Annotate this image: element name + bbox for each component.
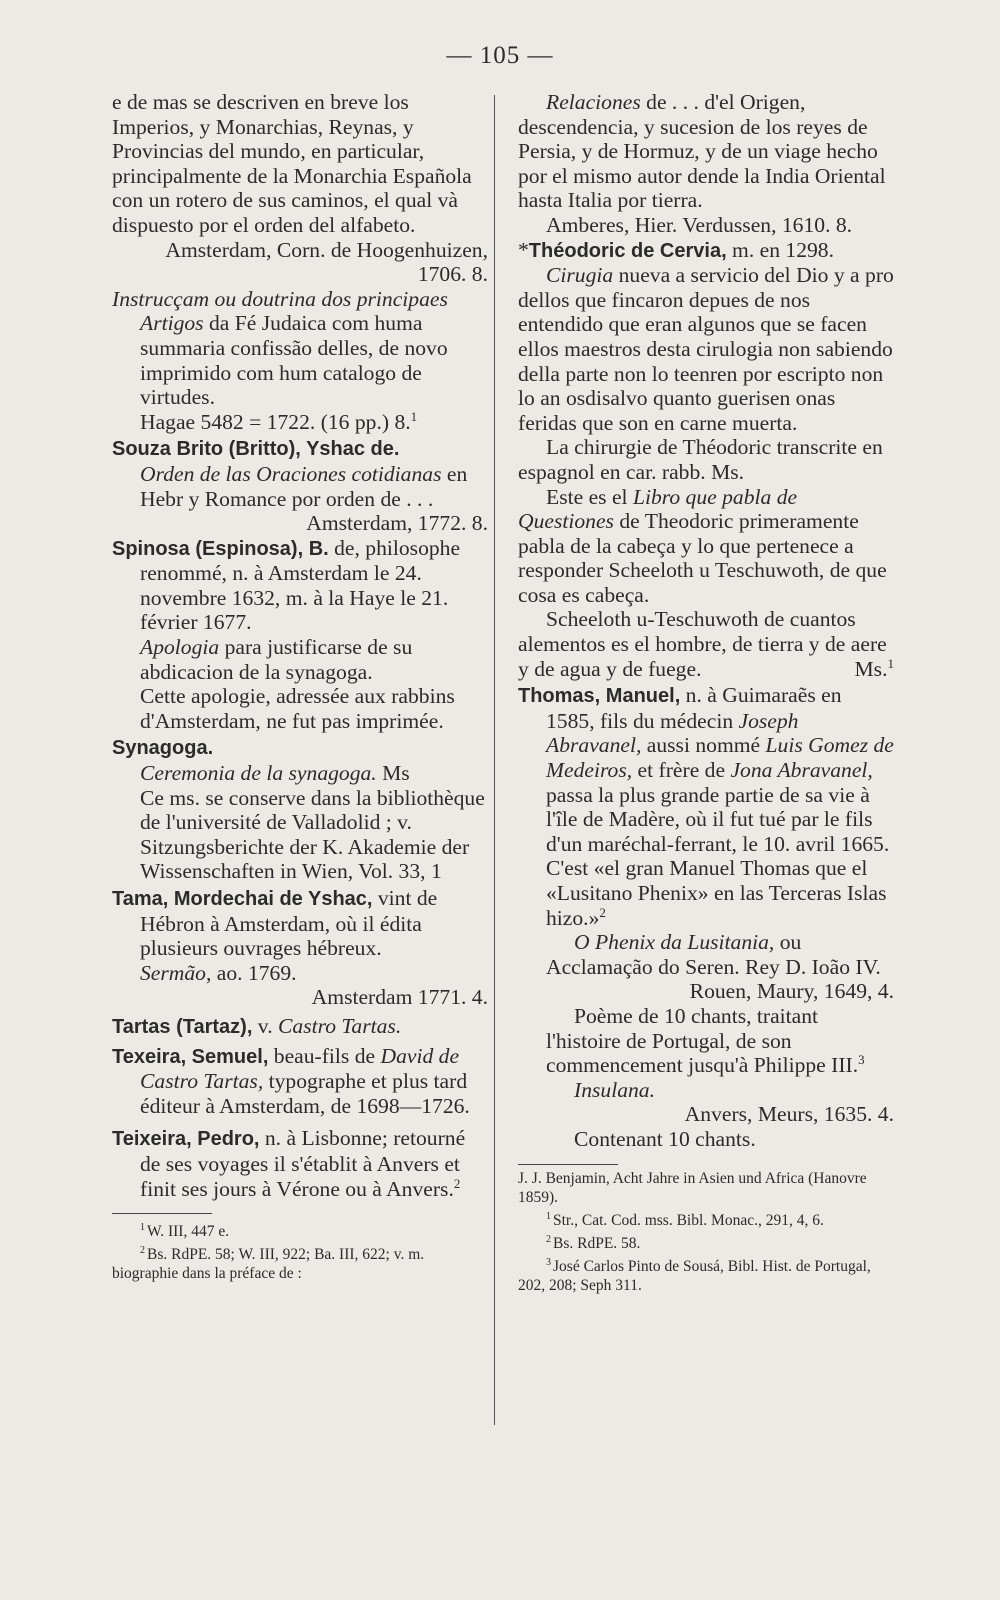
- entry-description: beau-fils de: [268, 1043, 381, 1068]
- entry: [112, 536, 488, 635]
- footnote: J. J. Benjamin, Acht Jahre in Asien und Africa (Hanovre 1859).: [518, 1169, 867, 1206]
- entry-description: n. à Guimaraẽs en 1585, fils du médecin: [546, 683, 842, 733]
- entry-description: Scheeloth u-Teschuwoth de cuantos alementos es el hombre, de tierra y de aere y de agua y de fuege.: [518, 607, 887, 681]
- footnote-number: 1: [546, 1210, 551, 1222]
- entry-text: [112, 761, 488, 786]
- entry-text: [112, 287, 488, 410]
- entry-note: Contenant 10 chants.: [574, 1126, 756, 1151]
- entry-description: Este es el: [546, 484, 633, 509]
- entry-description: e de mas se descriven en breve los Imperios, y Monarchias, Reynas, y Provincias del mundo, en particular, principalmente de la Monarchia Española con un rotero de sus caminos, el qual và dispuesto por el orden del alfabeto.: [112, 90, 472, 237]
- entry-headword: Spinosa (Espinosa), B.: [112, 537, 329, 560]
- entry: [518, 238, 894, 264]
- entry-description: typographe et plus tard éditeur à Amsterdam, de 1698—1726.: [140, 1069, 470, 1118]
- entry-headword: Théodoric de Cervia,: [528, 239, 727, 262]
- footnote-ref: 1: [410, 408, 418, 424]
- entry-text: [518, 263, 894, 435]
- book-title: Ceremonia de la synagoga.: [140, 761, 377, 786]
- entry-note: [518, 1004, 894, 1078]
- footnote: [112, 1241, 488, 1283]
- entry-headword: Thomas, Manuel,: [518, 685, 681, 708]
- entry: [112, 1044, 488, 1119]
- person-name: David de Castro Tartas,: [140, 1043, 460, 1094]
- entry: [518, 683, 894, 930]
- entry: [112, 1014, 488, 1040]
- entry-headword: Texeira, Semuel,: [112, 1045, 269, 1068]
- footnote-rule: [112, 1213, 212, 1214]
- entry: [112, 436, 488, 511]
- entry-description: en Hebr y Romance por orden de . . .: [140, 461, 468, 511]
- book-title: Libro que pabla de Questiones: [518, 484, 798, 534]
- footnote-text: W. III, 447 e.: [147, 1223, 230, 1241]
- entry-text: [112, 635, 488, 684]
- footnote: [518, 1230, 894, 1253]
- entry: [112, 1126, 488, 1201]
- footnote-text: Str., Cat. Cod. mss. Bibl. Monac., 291, 4, 6.: [553, 1211, 824, 1229]
- entry-description: nueva a servicio del Dio y a pro dellos que fincaron depues de nos entendido que eran algunos que se facen ellos maestros desta cirulogia non sabiendo della parte non lo teenren por escripto non lo an osdisalvo quanto guerisen onas feridas que son en carne muerta.: [518, 263, 894, 435]
- entry-text: [518, 90, 894, 213]
- footnote-ref: 1: [887, 655, 894, 671]
- left-column: [112, 90, 488, 1283]
- footnote: [518, 1253, 894, 1295]
- entry-text: [112, 90, 488, 238]
- footnote-number: 3: [546, 1256, 551, 1268]
- entry-description: passa la plus grande partie de sa vie à l'île de Madère, où il fut tué par le fils d'un maréchal-ferrant, le 10. avril 1665. C'est «el gran Manuel Thomas que el «Lusitano Phenix» en las Terceras Islas hizo.»: [546, 782, 890, 930]
- imprint-text: Hagae 5482 = 1722. (16 pp.) 8.: [140, 409, 411, 434]
- footnote-number: 2: [140, 1245, 145, 1257]
- book-title: Relaciones: [546, 90, 641, 114]
- entry-text: [112, 961, 488, 986]
- person-name: Jona Abravanel,: [730, 758, 873, 783]
- entry-description: ou Acclamação do Seren. Rey D. Ioão IV.: [546, 930, 881, 979]
- entry-note: [518, 607, 894, 681]
- entry-note: Cette apologie, adressée aux rabbins d'Amsterdam, ne fut pas imprimée.: [140, 684, 455, 733]
- right-column: [518, 90, 894, 1295]
- footnote-ref: 2: [599, 904, 606, 920]
- entry-text: [518, 1078, 894, 1103]
- person-name: Joseph Abravanel,: [546, 708, 799, 758]
- entry-description: Ms: [376, 761, 410, 786]
- entry-description: de Theodoric primeramente pabla de la cabeça y lo que pertenece a responder Scheeloth u Teschuwoth, de que cosa es cabeça.: [518, 509, 887, 607]
- book-title: Cirugia: [546, 263, 614, 288]
- book-title: Instrucçam ou doutrina dos principaes Artigos: [112, 286, 448, 336]
- asterisk-marker: *: [518, 237, 529, 262]
- entry-headword: Souza Brito (Britto), Yshac de.: [112, 438, 400, 461]
- footnote-number: 1: [140, 1222, 145, 1234]
- entry-note: La chirurgie de Théodoric transcrite en espagnol en car. rabb. Ms.: [518, 435, 883, 484]
- book-title: Insulana.: [574, 1077, 655, 1102]
- book-title: O Phenix da Lusitania,: [574, 930, 775, 955]
- footnote-ref: 2: [453, 1175, 461, 1191]
- imprint: Amsterdam 1771. 4.: [311, 985, 488, 1010]
- column-divider: [494, 95, 495, 1425]
- person-name: Luis Gomez de Medeiros,: [546, 733, 894, 783]
- imprint: Rouen, Maury, 1649, 4.: [689, 979, 894, 1004]
- entry-description: v.: [252, 1013, 278, 1038]
- book-title: Apologia: [140, 635, 220, 660]
- entry-description: de, philosophe renommé, n. à Amsterdam le 24. novembre 1632, m. à la Haye le 21. février 1677.: [140, 535, 461, 635]
- footnote-rule: [518, 1164, 618, 1165]
- imprint: Anvers, Meurs, 1635. 4.: [684, 1102, 894, 1127]
- entry-description: et frère de: [632, 758, 731, 783]
- manuscript-marker: Ms.: [854, 656, 888, 681]
- entry: [112, 886, 488, 961]
- entry-headword: Tama, Mordechai de Yshac,: [112, 888, 373, 910]
- entry-description: da Fé Judaica com huma summaria confissão delles, de novo imprimido com hum catalogo de virtudes.: [140, 311, 448, 410]
- entry-description: m. en 1298.: [726, 237, 834, 262]
- entry-description: Poème de 10 chants, traitant l'histoire de Portugal, de son commencement jusqu'à Philippe III.: [546, 1003, 859, 1078]
- imprint: Amsterdam, Corn. de Hoogenhuizen, 1706. 8.: [165, 237, 488, 287]
- entry-headword: Synagoga.: [112, 737, 214, 760]
- entry: [112, 735, 488, 761]
- entry-description: de . . . d'el Origen, descendencia, y sucesion de los reyes de Persia, y de Hormuz, y de un viage hecho por el mismo autor dende la India Oriental hasta Italia por tierra.: [518, 90, 886, 213]
- footnote-number: 2: [546, 1233, 551, 1245]
- entry-headword: Teixeira, Pedro,: [112, 1128, 260, 1151]
- entry-headword: Tartas (Tartaz),: [112, 1015, 253, 1038]
- footnote-ref: 3: [858, 1051, 865, 1067]
- entry-description: ao. 1769.: [211, 960, 297, 985]
- footnote: [112, 1218, 488, 1241]
- footnote-text: Bs. RdPE. 58.: [553, 1234, 641, 1252]
- imprint: Amsterdam, 1772. 8.: [306, 511, 488, 536]
- page-number: — 105 —: [446, 42, 554, 69]
- entry-description: vint de Hébron à Amsterdam, où il édita plusieurs ouvrages hébreux.: [140, 886, 438, 961]
- entry-text: [518, 930, 894, 979]
- footnote: [518, 1207, 894, 1230]
- imprint: Amberes, Hier. Verdussen, 1610. 8.: [546, 212, 853, 237]
- footnote-text: José Carlos Pinto de Sousá, Bibl. Hist. de Portugal, 202, 208; Seph 311.: [518, 1258, 871, 1294]
- footnote-text: Bs. RdPE. 58; W. III, 922; Ba. III, 622; v. m. biographie dans la préface de :: [112, 1246, 425, 1283]
- entry-note: [518, 485, 894, 608]
- imprint: [112, 410, 488, 435]
- entry-description: n. à Lisbonne; retourné de ses voyages il s'établit à Anvers et finit ses jours à Vérone ou à Anvers.: [140, 1126, 466, 1201]
- cross-reference: Castro Tartas.: [278, 1013, 402, 1038]
- book-title: Sermão,: [140, 960, 212, 985]
- entry-description: para justificarse de su abdicacion de la synagoga.: [140, 635, 413, 684]
- entry-note: Ce ms. se conserve dans la bibliothèque de l'université de Valladolid ; v. Sitzungsberichte der K. Akademie der Wissenschaften in Wien, Vol. 33, 1: [140, 785, 485, 884]
- book-title: Orden de las Oraciones cotidianas: [140, 461, 442, 486]
- entry-description: aussi nommé: [641, 733, 766, 758]
